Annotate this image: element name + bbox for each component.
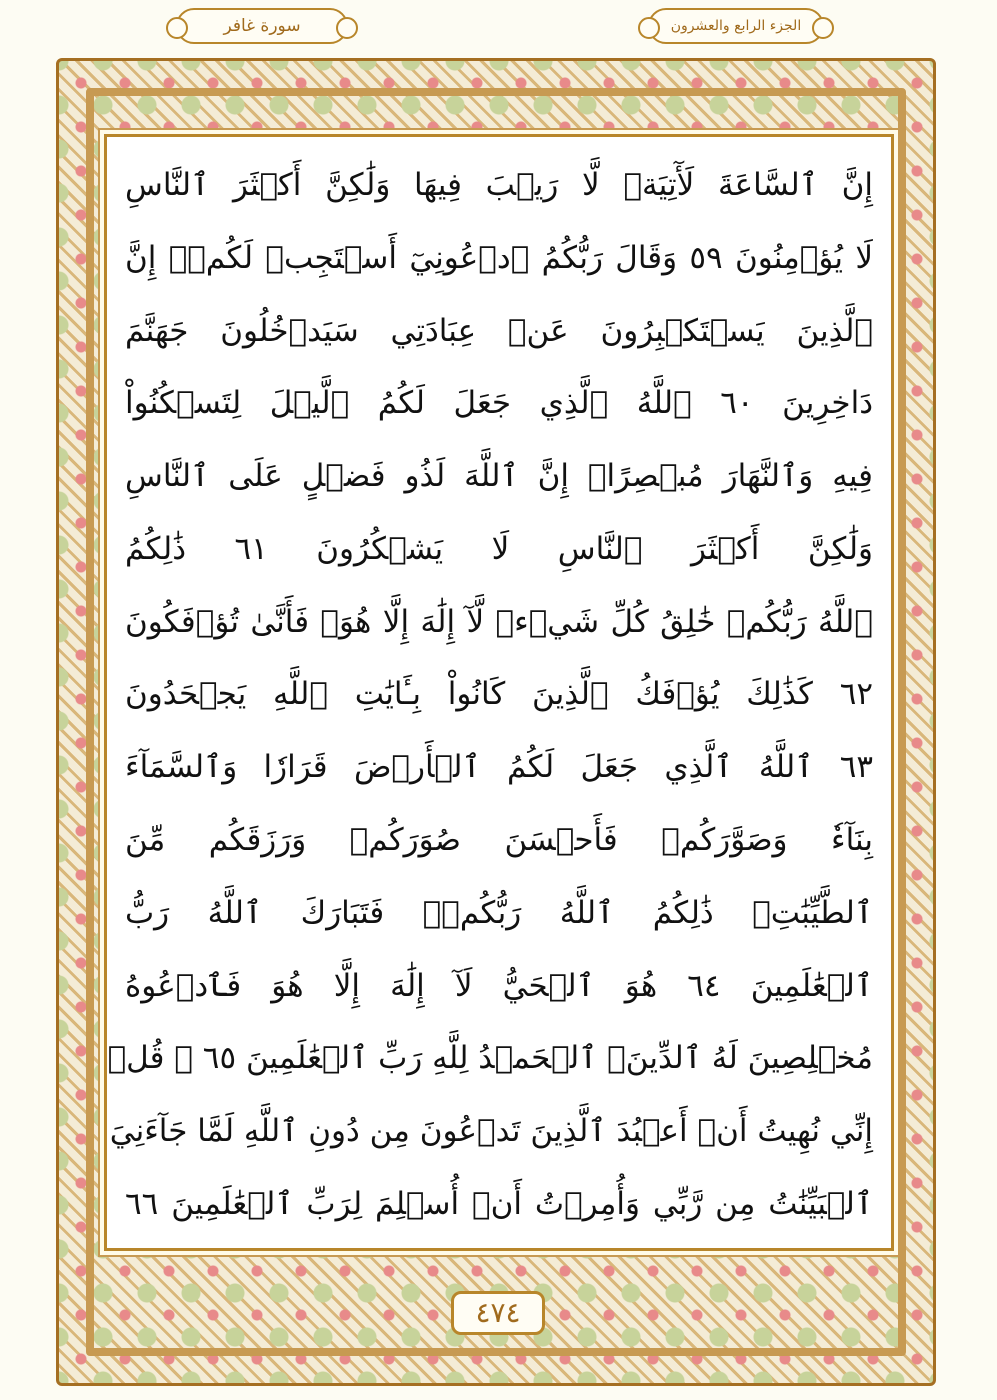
text-line-2: لَا يُؤۡمِنُونَ ٥٩ وَقَالَ رَبُّكُمُ ٱدۡعُونِيٓ أَسۡتَجِبۡ لَكُمۡۚ إِنَّ bbox=[125, 239, 874, 276]
text-line-15: ٱلۡبَيِّنَٰتُ مِن رَّبِّي وَأُمِرۡتُ أَنۡ أُسۡلِمَ لِرَبِّ ٱلۡعَٰلَمِينَ ٦٦ bbox=[125, 1185, 873, 1222]
juz-name-header bbox=[648, 8, 824, 44]
text-line-6: وَلَٰكِنَّ أَكۡثَرَ ٱلنَّاسِ لَا يَشۡكُرُونَ ٦١ ذَٰلِكُمُ bbox=[125, 530, 873, 567]
page-number-label: ٤٧٤ bbox=[475, 1296, 521, 1329]
text-line-1: إِنَّ ٱلسَّاعَةَ لَأٓتِيَةٞ لَّا رَيۡبَ فِيهَا وَلَٰكِنَّ أَكۡثَرَ ٱلنَّاسِ bbox=[125, 167, 873, 203]
text-line-13: مُخۡلِصِينَ لَهُ ٱلدِّينَۗ ٱلۡحَمۡدُ لِلَّهِ رَبِّ ٱلۡعَٰلَمِينَ ٦٥ ۞ قُلۡ bbox=[107, 1040, 873, 1077]
text-line-12: ٱلۡعَٰلَمِينَ ٦٤ هُوَ ٱلۡحَيُّ لَآ إِلَٰهَ إِلَّا هُوَ فَٱدۡعُوهُ bbox=[125, 967, 873, 1004]
text-line-3: ٱلَّذِينَ يَسۡتَكۡبِرُونَ عَنۡ عِبَادَتِي سَيَدۡخُلُونَ جَهَنَّمَ bbox=[125, 312, 873, 349]
text-line-10: بِنَآءٗ وَصَوَّرَكُمۡ فَأَحۡسَنَ صُوَرَكُمۡ وَرَزَقَكُم مِّنَ bbox=[125, 822, 873, 859]
text-line-14: إِنِّي نُهِيتُ أَنۡ أَعۡبُدَ ٱلَّذِينَ تَدۡعُونَ مِن دُونِ ٱللَّهِ لَمَّا جَآءَنِيَ bbox=[109, 1113, 873, 1150]
surah-name-header bbox=[176, 8, 348, 44]
quran-text-panel bbox=[104, 134, 894, 1251]
text-line-9: ٦٣ ٱللَّهُ ٱلَّذِي جَعَلَ لَكُمُ ٱلۡأَرۡضَ قَرَارٗا وَٱلسَّمَآءَ bbox=[125, 749, 873, 786]
text-line-8: ٦٢ كَذَٰلِكَ يُؤۡفَكُ ٱلَّذِينَ كَانُواْ بِـَٔايَٰتِ ٱللَّهِ يَجۡحَدُونَ bbox=[125, 676, 873, 713]
surah-name-label: سورة غافر bbox=[223, 16, 301, 36]
text-line-5: فِيهِ وَٱلنَّهَارَ مُبۡصِرًاۚ إِنَّ ٱللَّهَ لَذُو فَضۡلٍ عَلَى ٱلنَّاسِ bbox=[125, 458, 873, 495]
ayah-lines bbox=[107, 155, 874, 1234]
text-line-11: ٱلطَّيِّبَٰتِۚ ذَٰلِكُمُ ٱللَّهُ رَبُّكُمۡۖ فَتَبَارَكَ ٱللَّهُ رَبُّ bbox=[125, 894, 873, 931]
page-number-badge bbox=[451, 1291, 545, 1335]
text-line-4: دَاخِرِينَ ٦٠ ٱللَّهُ ٱلَّذِي جَعَلَ لَكُمُ ٱلَّيۡلَ لِتَسۡكُنُواْ bbox=[125, 385, 874, 422]
juz-name-label: الجزء الرابع والعشرون bbox=[670, 18, 802, 34]
text-line-7: ٱللَّهُ رَبُّكُمۡ خَٰلِقُ كُلِّ شَيۡءٖ لَّآ إِلَٰهَ إِلَّا هُوَۖ فَأَنَّىٰ تُؤۡفَكُونَ bbox=[125, 603, 873, 640]
